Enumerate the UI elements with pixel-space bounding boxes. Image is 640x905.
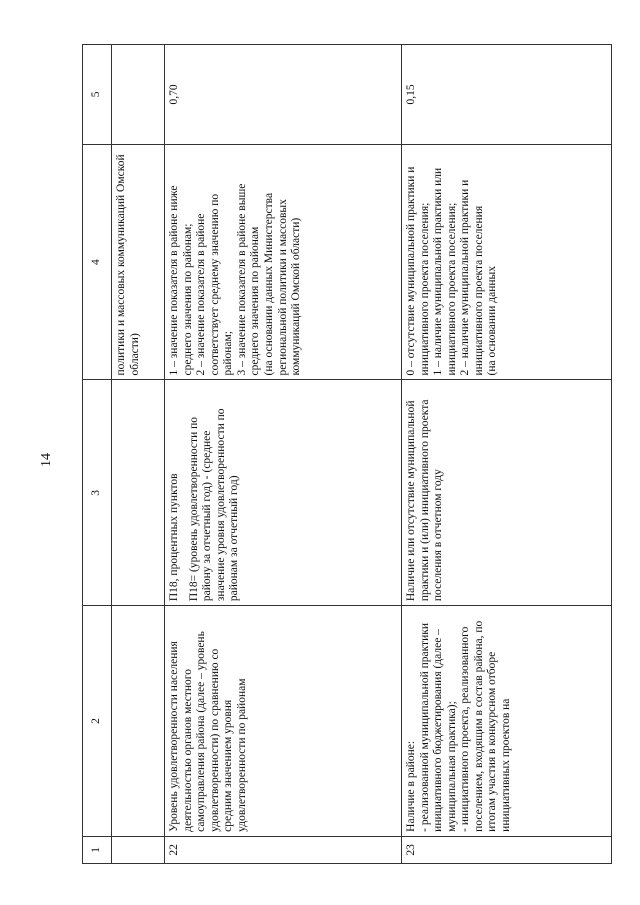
rotated-table-container <box>82 44 612 864</box>
table-row-23 <box>402 45 612 864</box>
row-number: 22 <box>165 836 402 863</box>
page-number: 14 <box>39 453 54 467</box>
indicator-name: Наличие в районе: - реализованной муниципальной практики инициативного бюджетирования (далее – муниципальная практика); - инициативного проекта, реализованного поселением, входящим в состав района, по итогам участия в конкурсном отборе инициативных проектов на <box>402 606 612 837</box>
scoring-scale: 1 – значение показателя в районе ниже среднего значения по районам; 2 – значение показателя в районе соответствует среднему значению по районам; 3 – значение показателя в районе выше среднего значения по районам (на основании данных Министерства региональной политики и массовых коммуникаций Омской области) <box>165 144 402 380</box>
header-col-5: 5 <box>83 45 112 145</box>
cell-empty <box>112 380 165 606</box>
weight-value: 0,15 <box>402 45 612 145</box>
header-col-4: 4 <box>83 144 112 380</box>
header-col-2: 2 <box>83 606 112 837</box>
row-number: 23 <box>402 836 612 863</box>
formula-text: П18= (уровень удовлетворенности по району за отчетный год) - (среднее значение уровня удовлетворенности по районам за отчетный год) <box>187 408 241 602</box>
criteria-table <box>82 44 612 864</box>
header-col-1: 1 <box>83 836 112 863</box>
calculation-formula: Наличие или отсутствие муниципальной практики и (или) инициативного проекта поселения в отчетном году <box>402 380 612 606</box>
formula-unit: П18, процентных пунктов <box>168 473 180 602</box>
table-row-continuation <box>112 45 165 864</box>
weight-value: 0,70 <box>165 45 402 145</box>
cell-continuation-source: политики и массовых коммуникаций Омской области) <box>112 144 165 380</box>
indicator-name: Уровень удовлетворенности населения деятельностью органов местного самоуправления района (далее – уровень удовлетворенности) по сравнению со средним значением уровня удовлетворенности по районам <box>165 606 402 837</box>
table-row-22 <box>165 45 402 864</box>
cell-empty <box>112 836 165 863</box>
scoring-scale: 0 – отсутствие муниципальной практики и инициативного проекта поселения; 1 – наличие муниципальной практики или инициативного проекта поселения; 2 – наличие муниципальной практики и инициативного проекта поселения (на основании данных <box>402 144 612 380</box>
header-row <box>83 45 112 864</box>
calculation-formula <box>165 380 402 606</box>
cell-empty <box>112 606 165 837</box>
cell-empty <box>112 45 165 145</box>
header-col-3: 3 <box>83 380 112 606</box>
